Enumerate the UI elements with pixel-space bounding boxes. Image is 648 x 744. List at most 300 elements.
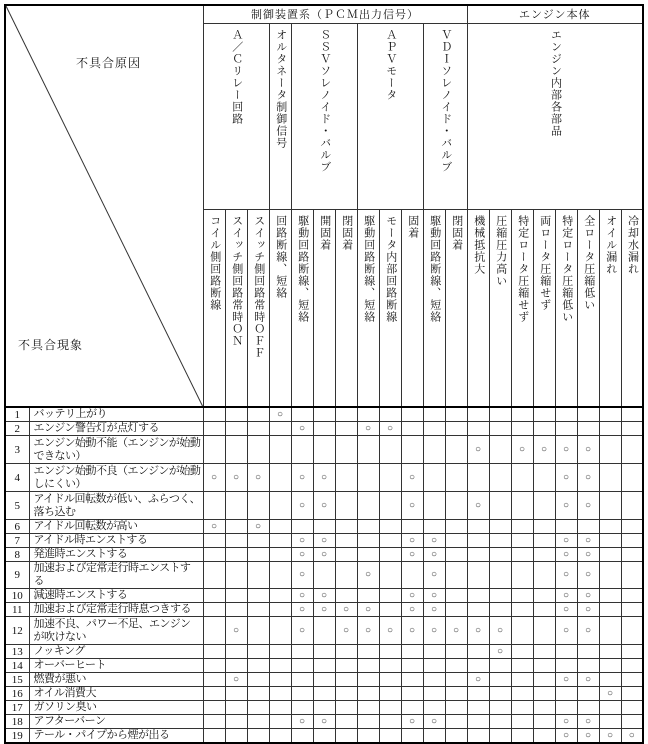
row-number: 12	[5, 617, 29, 645]
empty-cell	[599, 673, 621, 687]
empty-cell	[621, 687, 643, 701]
mark-cell: ○	[291, 562, 313, 589]
cause-header	[599, 209, 621, 407]
cause-header	[357, 209, 379, 407]
empty-cell	[511, 520, 533, 534]
empty-cell	[225, 436, 247, 464]
empty-cell	[291, 407, 313, 422]
empty-cell	[335, 701, 357, 715]
empty-cell	[511, 464, 533, 492]
empty-cell	[489, 673, 511, 687]
table-row	[5, 562, 643, 589]
empty-cell	[269, 715, 291, 729]
empty-cell	[445, 548, 467, 562]
empty-cell	[291, 673, 313, 687]
empty-cell	[379, 659, 401, 673]
empty-cell	[335, 520, 357, 534]
mark-cell: ○	[225, 617, 247, 645]
empty-cell	[511, 659, 533, 673]
empty-cell	[445, 422, 467, 436]
empty-cell	[533, 687, 555, 701]
empty-cell	[313, 645, 335, 659]
cause-header	[291, 209, 313, 407]
pcm-system-span-header: 制御装置系（ＰＣＭ出力信号）	[203, 5, 467, 23]
cause-group-header	[357, 23, 423, 209]
empty-cell	[621, 617, 643, 645]
empty-cell	[269, 548, 291, 562]
empty-cell	[247, 589, 269, 603]
empty-cell	[423, 520, 445, 534]
mark-cell: ○	[577, 464, 599, 492]
mark-cell: ○	[467, 436, 489, 464]
empty-cell	[401, 407, 423, 422]
empty-cell	[555, 422, 577, 436]
empty-cell	[511, 407, 533, 422]
table-row	[5, 659, 643, 673]
cause-header-label: 機械抵抗大	[472, 214, 485, 275]
mark-cell: ○	[467, 492, 489, 520]
mark-cell: ○	[357, 617, 379, 645]
cause-header-label: 全ロータ圧縮低い	[582, 214, 595, 311]
cause-header-label: 駆動回路断線、短絡	[362, 214, 375, 323]
row-number: 6	[5, 520, 29, 534]
cause-group-header-label: オルタネータ制御信号	[274, 28, 287, 149]
cause-header	[511, 209, 533, 407]
empty-cell	[313, 562, 335, 589]
empty-cell	[335, 673, 357, 687]
empty-cell	[357, 659, 379, 673]
empty-cell	[247, 701, 269, 715]
empty-cell	[599, 715, 621, 729]
empty-cell	[621, 534, 643, 548]
empty-cell	[379, 701, 401, 715]
mark-cell: ○	[313, 534, 335, 548]
phenomenon-label: ガソリン臭い	[29, 701, 203, 715]
empty-cell	[203, 715, 225, 729]
mark-cell: ○	[313, 589, 335, 603]
empty-cell	[445, 436, 467, 464]
mark-cell: ○	[577, 589, 599, 603]
mark-cell: ○	[291, 715, 313, 729]
empty-cell	[489, 701, 511, 715]
cause-group-header	[269, 23, 291, 209]
empty-cell	[225, 645, 247, 659]
empty-cell	[225, 701, 247, 715]
row-number: 7	[5, 534, 29, 548]
mark-cell: ○	[401, 548, 423, 562]
empty-cell	[533, 492, 555, 520]
row-number: 8	[5, 548, 29, 562]
empty-cell	[401, 687, 423, 701]
empty-cell	[247, 687, 269, 701]
empty-cell	[313, 729, 335, 744]
empty-cell	[423, 464, 445, 492]
empty-cell	[621, 701, 643, 715]
cause-header	[467, 209, 489, 407]
empty-cell	[335, 407, 357, 422]
row-number: 14	[5, 659, 29, 673]
empty-cell	[269, 729, 291, 744]
mark-cell: ○	[423, 562, 445, 589]
empty-cell	[357, 729, 379, 744]
empty-cell	[467, 729, 489, 744]
empty-cell	[577, 422, 599, 436]
empty-cell	[467, 422, 489, 436]
empty-cell	[203, 436, 225, 464]
empty-cell	[533, 715, 555, 729]
empty-cell	[555, 520, 577, 534]
empty-cell	[533, 422, 555, 436]
empty-cell	[511, 492, 533, 520]
empty-cell	[621, 673, 643, 687]
row-number: 5	[5, 492, 29, 520]
troubleshooting-matrix-table	[4, 4, 644, 744]
empty-cell	[225, 492, 247, 520]
empty-cell	[357, 673, 379, 687]
mark-cell: ○	[247, 464, 269, 492]
empty-cell	[511, 548, 533, 562]
mark-cell: ○	[555, 436, 577, 464]
empty-cell	[291, 687, 313, 701]
empty-cell	[423, 436, 445, 464]
empty-cell	[203, 701, 225, 715]
cause-header	[423, 209, 445, 407]
empty-cell	[379, 407, 401, 422]
empty-cell	[247, 548, 269, 562]
mark-cell: ○	[511, 436, 533, 464]
empty-cell	[401, 436, 423, 464]
empty-cell	[247, 729, 269, 744]
empty-cell	[247, 603, 269, 617]
cause-header	[401, 209, 423, 407]
mark-cell: ○	[313, 464, 335, 492]
empty-cell	[621, 645, 643, 659]
empty-cell	[313, 687, 335, 701]
empty-cell	[621, 407, 643, 422]
diagonal-corner-cell	[5, 5, 203, 407]
empty-cell	[335, 492, 357, 520]
empty-cell	[467, 520, 489, 534]
mark-cell: ○	[203, 464, 225, 492]
empty-cell	[555, 659, 577, 673]
phenomenon-label: エンジン始動不能（エンジンが始動できない）	[29, 436, 203, 464]
empty-cell	[335, 422, 357, 436]
empty-cell	[489, 659, 511, 673]
empty-cell	[335, 659, 357, 673]
mark-cell: ○	[401, 617, 423, 645]
empty-cell	[379, 603, 401, 617]
empty-cell	[467, 659, 489, 673]
empty-cell	[511, 422, 533, 436]
empty-cell	[489, 589, 511, 603]
mark-cell: ○	[555, 673, 577, 687]
empty-cell	[621, 562, 643, 589]
empty-cell	[291, 659, 313, 673]
mark-cell: ○	[555, 562, 577, 589]
cause-header-label: 駆動回路断線、短絡	[296, 214, 309, 323]
empty-cell	[423, 659, 445, 673]
empty-cell	[423, 687, 445, 701]
empty-cell	[401, 562, 423, 589]
row-number: 3	[5, 436, 29, 464]
empty-cell	[335, 562, 357, 589]
cause-header-label: 回路断線、短絡	[274, 214, 287, 299]
empty-cell	[379, 520, 401, 534]
table-row	[5, 617, 643, 645]
phenomenon-label: アイドル回転数が高い	[29, 520, 203, 534]
empty-cell	[489, 603, 511, 617]
row-number: 10	[5, 589, 29, 603]
cause-header	[621, 209, 643, 407]
empty-cell	[335, 464, 357, 492]
empty-cell	[379, 715, 401, 729]
empty-cell	[621, 464, 643, 492]
mark-cell: ○	[335, 617, 357, 645]
empty-cell	[313, 617, 335, 645]
empty-cell	[335, 589, 357, 603]
empty-cell	[599, 589, 621, 603]
empty-cell	[247, 659, 269, 673]
empty-cell	[577, 659, 599, 673]
mark-cell: ○	[247, 520, 269, 534]
empty-cell	[247, 422, 269, 436]
cause-header	[203, 209, 225, 407]
empty-cell	[445, 534, 467, 548]
cause-axis-label: 不具合原因	[76, 56, 142, 70]
phenomenon-label: ノッキング	[29, 645, 203, 659]
row-number: 9	[5, 562, 29, 589]
empty-cell	[533, 673, 555, 687]
cause-header	[335, 209, 357, 407]
empty-cell	[599, 422, 621, 436]
cause-header	[577, 209, 599, 407]
table-row	[5, 407, 643, 422]
phenomenon-label: エンジン警告灯が点灯する	[29, 422, 203, 436]
mark-cell: ○	[357, 422, 379, 436]
empty-cell	[423, 729, 445, 744]
empty-cell	[203, 645, 225, 659]
cause-group-header-label: ＳＳＶソレノイド・バルブ	[318, 28, 331, 173]
empty-cell	[313, 520, 335, 534]
empty-cell	[533, 548, 555, 562]
cause-header-label: コイル側回路断線	[208, 214, 221, 311]
cause-header-label: 閉固着	[340, 214, 353, 251]
empty-cell	[269, 659, 291, 673]
mark-cell: ○	[401, 603, 423, 617]
empty-cell	[533, 603, 555, 617]
empty-cell	[225, 534, 247, 548]
empty-cell	[577, 687, 599, 701]
mark-cell: ○	[577, 603, 599, 617]
empty-cell	[533, 562, 555, 589]
empty-cell	[203, 659, 225, 673]
empty-cell	[357, 548, 379, 562]
empty-cell	[423, 422, 445, 436]
empty-cell	[313, 701, 335, 715]
empty-cell	[225, 715, 247, 729]
mark-cell: ○	[445, 617, 467, 645]
empty-cell	[445, 645, 467, 659]
empty-cell	[401, 729, 423, 744]
empty-cell	[379, 492, 401, 520]
cause-header	[555, 209, 577, 407]
empty-cell	[445, 729, 467, 744]
table-row	[5, 729, 643, 744]
cause-header	[247, 209, 269, 407]
engine-body-span-header: エンジン本体	[467, 5, 643, 23]
mark-cell: ○	[313, 603, 335, 617]
empty-cell	[533, 701, 555, 715]
empty-cell	[247, 673, 269, 687]
mark-cell: ○	[555, 589, 577, 603]
empty-cell	[577, 520, 599, 534]
empty-cell	[401, 645, 423, 659]
empty-cell	[511, 729, 533, 744]
empty-cell	[511, 645, 533, 659]
mark-cell: ○	[291, 548, 313, 562]
cause-header	[313, 209, 335, 407]
empty-cell	[203, 562, 225, 589]
empty-cell	[445, 687, 467, 701]
empty-cell	[269, 436, 291, 464]
empty-cell	[379, 548, 401, 562]
empty-cell	[533, 617, 555, 645]
empty-cell	[357, 492, 379, 520]
empty-cell	[269, 492, 291, 520]
empty-cell	[599, 492, 621, 520]
table-body	[5, 407, 643, 743]
empty-cell	[445, 603, 467, 617]
empty-cell	[379, 534, 401, 548]
empty-cell	[445, 659, 467, 673]
empty-cell	[225, 407, 247, 422]
empty-cell	[489, 436, 511, 464]
empty-cell	[379, 729, 401, 744]
empty-cell	[599, 617, 621, 645]
empty-cell	[467, 603, 489, 617]
mark-cell: ○	[555, 548, 577, 562]
empty-cell	[489, 464, 511, 492]
empty-cell	[313, 436, 335, 464]
empty-cell	[599, 534, 621, 548]
table-row	[5, 534, 643, 548]
empty-cell	[445, 589, 467, 603]
empty-cell	[555, 701, 577, 715]
empty-cell	[423, 701, 445, 715]
cause-header-label: オイル漏れ	[604, 214, 617, 275]
cause-group-header	[423, 23, 467, 209]
cause-header-label: 固着	[406, 214, 419, 239]
mark-cell: ○	[291, 492, 313, 520]
empty-cell	[489, 548, 511, 562]
empty-cell	[489, 422, 511, 436]
empty-cell	[357, 715, 379, 729]
cause-header	[489, 209, 511, 407]
mark-cell: ○	[599, 687, 621, 701]
mark-cell: ○	[423, 589, 445, 603]
row-number: 18	[5, 715, 29, 729]
table-header	[5, 5, 643, 407]
phenomenon-label: アイドル時エンストする	[29, 534, 203, 548]
mark-cell: ○	[577, 492, 599, 520]
empty-cell	[313, 659, 335, 673]
empty-cell	[423, 645, 445, 659]
empty-cell	[489, 687, 511, 701]
row-number: 19	[5, 729, 29, 744]
empty-cell	[533, 659, 555, 673]
empty-cell	[621, 715, 643, 729]
phenomenon-label: アイドル回転数が低い、ふらつく、落ち込む	[29, 492, 203, 520]
empty-cell	[357, 645, 379, 659]
empty-cell	[533, 407, 555, 422]
empty-cell	[599, 407, 621, 422]
empty-cell	[269, 645, 291, 659]
empty-cell	[203, 492, 225, 520]
mark-cell: ○	[577, 436, 599, 464]
cause-header	[379, 209, 401, 407]
row-number: 17	[5, 701, 29, 715]
empty-cell	[467, 464, 489, 492]
table-row	[5, 715, 643, 729]
cause-group-header-label: Ａ／Ｃリレー回路	[230, 28, 243, 125]
mark-cell: ○	[577, 715, 599, 729]
cause-header-label: 駆動回路断線、短絡	[428, 214, 441, 323]
cause-header	[533, 209, 555, 407]
cause-header-label: 両ロータ圧縮せず	[538, 214, 551, 311]
mark-cell: ○	[225, 673, 247, 687]
empty-cell	[269, 534, 291, 548]
empty-cell	[203, 673, 225, 687]
empty-cell	[203, 407, 225, 422]
cause-header-label: モータ内部回路断線	[384, 214, 397, 323]
empty-cell	[357, 520, 379, 534]
empty-cell	[357, 407, 379, 422]
empty-cell	[467, 645, 489, 659]
empty-cell	[621, 603, 643, 617]
empty-cell	[247, 617, 269, 645]
empty-cell	[467, 562, 489, 589]
table-row	[5, 520, 643, 534]
empty-cell	[599, 603, 621, 617]
mark-cell: ○	[423, 534, 445, 548]
empty-cell	[423, 492, 445, 520]
empty-cell	[511, 617, 533, 645]
empty-cell	[379, 562, 401, 589]
empty-cell	[533, 520, 555, 534]
mark-cell: ○	[357, 562, 379, 589]
empty-cell	[599, 645, 621, 659]
empty-cell	[225, 603, 247, 617]
mark-cell: ○	[467, 617, 489, 645]
mark-cell: ○	[577, 617, 599, 645]
empty-cell	[335, 729, 357, 744]
mark-cell: ○	[313, 715, 335, 729]
empty-cell	[467, 687, 489, 701]
empty-cell	[335, 436, 357, 464]
empty-cell	[357, 464, 379, 492]
empty-cell	[291, 436, 313, 464]
empty-cell	[489, 492, 511, 520]
mark-cell: ○	[379, 617, 401, 645]
mark-cell: ○	[423, 715, 445, 729]
empty-cell	[269, 673, 291, 687]
table-row	[5, 548, 643, 562]
empty-cell	[225, 422, 247, 436]
mark-cell: ○	[533, 436, 555, 464]
cause-group-header	[291, 23, 357, 209]
empty-cell	[489, 534, 511, 548]
empty-cell	[357, 687, 379, 701]
